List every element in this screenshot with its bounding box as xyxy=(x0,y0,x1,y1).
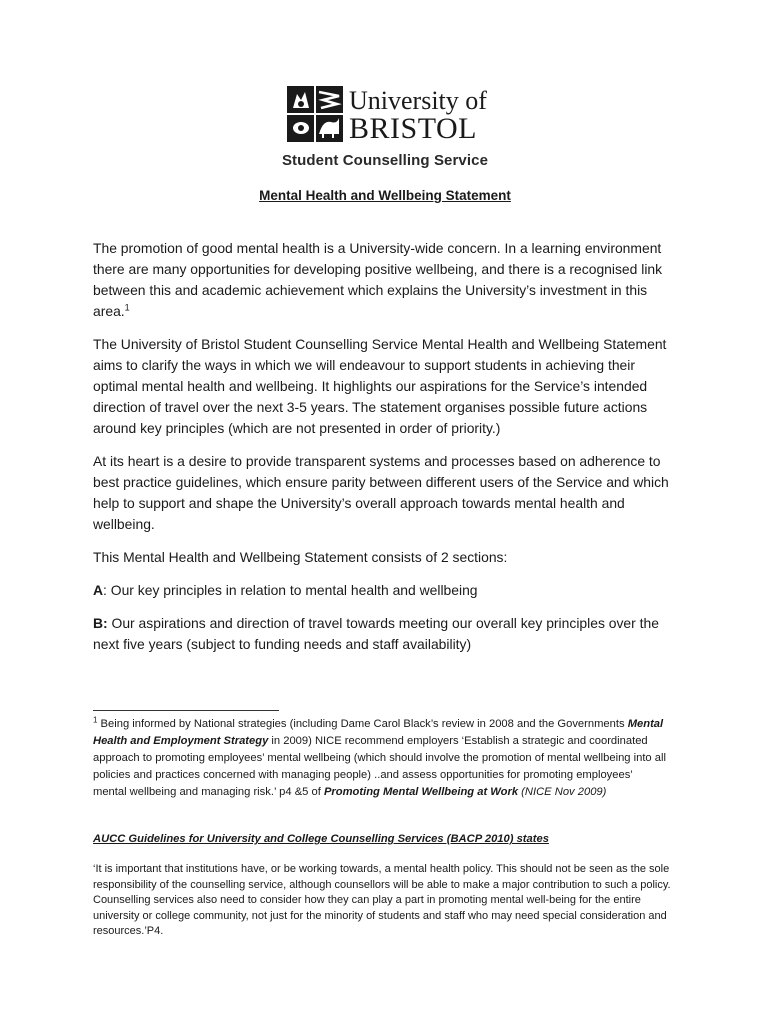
section-a: A: Our key principles in relation to mental health and wellbeing xyxy=(93,582,478,598)
logo-bristol: BRISTOL xyxy=(349,112,477,145)
footnote-divider xyxy=(93,710,279,711)
paragraph-2: The University of Bristol Student Counselling Service Mental Health and Wellbeing Statement aims to clarify the ways in which we will endeavour to support students in achieving their optimal mental health and wellbeing. It highlights our aspirations for the Service’s intended direction of travel over the next 3-5 years. The statement organises possible future actions around key principles (which are not presented in order of priority.) xyxy=(93,336,667,436)
footnote-ref[interactable]: 1 xyxy=(124,302,130,313)
footnote-strategy-title: Mental Health and Employment Strategy xyxy=(93,718,664,747)
aucc-quote: ‘It is important that institutions have, or be working towards, a mental health policy. This should not be seen as the sole responsibility of the counselling service, although counsellors will be able to make a major contribution to such a policy. Counselling services also need to consider how they can play a part in promoting mental well-being for the entire university or college community, not just for the minority of students and staff who may need special consideration and resources.’P4. xyxy=(93,863,671,937)
section-b: B: Our aspirations and direction of travel towards meeting our overall key principles over the next five years (subject to funding needs and staff availability) xyxy=(93,615,659,652)
paragraph-1: The promotion of good mental health is a University-wide concern. In a learning environment there are many opportunities for developing positive wellbeing, and there is a recognised link between this and academic achievement which explains the University’s investment in this area.$^1$ xyxy=(93,240,663,319)
logo-university-of: University of xyxy=(349,86,487,115)
paragraph-3: At its heart is a desire to provide transparent systems and processes based on adherence to best practice guidelines, which ensure parity between different users of the Service and which help to support and shape the University’s overall approach towards mental health and wellbeing. xyxy=(93,453,669,532)
university-crest-icon xyxy=(287,86,343,142)
footnote-guidance-title: Promoting Mental Wellbeing at Work xyxy=(323,786,519,798)
paragraph-4: This Mental Health and Wellbeing Statement consists of 2 sections: xyxy=(93,549,508,565)
aucc-heading: AUCC Guidelines for University and College Counselling Services (BACP 2010) states xyxy=(93,833,549,845)
service-subtitle: Student Counselling Service xyxy=(281,152,489,169)
footnote: $^1$ Being informed by National strategies (including Dame Carol Black’s review in 2008 and the Governments Mental Health and Employment Strategy in 2009) NICE recommend employers ‘Establish a strategic and coordinated approach to promoting employees’ mental wellbeing (which should involve the promotion of mental wellbeing into all policies and practices concerned with managing people) ..and assess opportunities for promoting employees’ mental wellbeing and managing risk.’ p4 &5 of Promoting Mental Wellbeing at Work (NICE Nov 2009) xyxy=(93,715,666,798)
footnote-number: 1 xyxy=(93,715,98,725)
university-logo xyxy=(287,86,487,146)
document-body xyxy=(93,238,683,667)
document-title: Mental Health and Wellbeing Statement xyxy=(259,188,511,203)
